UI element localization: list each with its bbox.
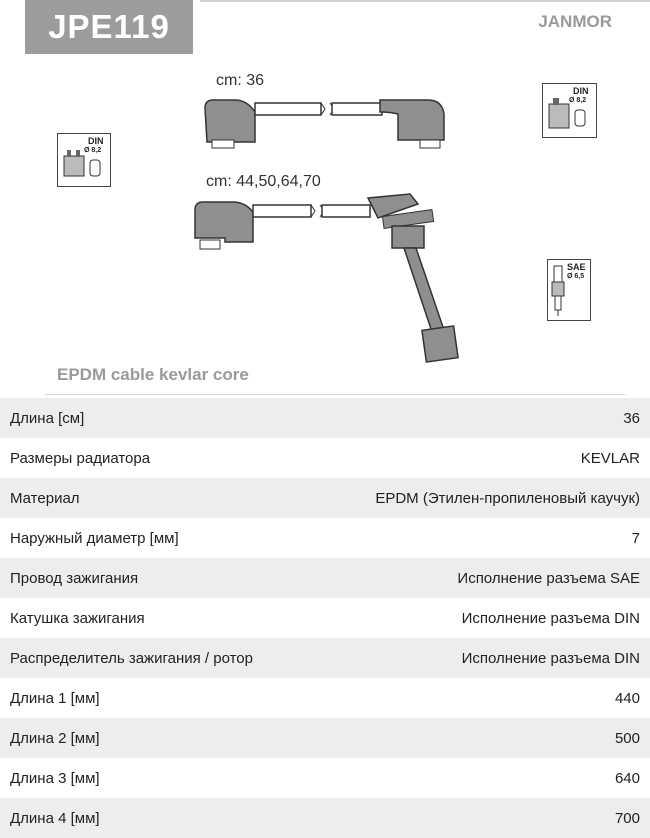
- product-header-area: [0, 0, 650, 395]
- spec-label: Наружный диаметр [мм]: [0, 518, 312, 558]
- spec-value: 700: [312, 798, 650, 838]
- spec-label: Материал: [0, 478, 312, 518]
- ignition-coil-icon: [543, 84, 596, 137]
- table-row: [0, 638, 650, 678]
- table-row: [0, 598, 650, 638]
- cable-set-drawing: [0, 0, 650, 395]
- spec-value: Исполнение разъема SAE: [312, 558, 650, 598]
- spec-value: EPDM (Этилен-пропиленовый каучук): [312, 478, 650, 518]
- brand-name: JANMOR: [538, 12, 612, 31]
- table-row: [0, 518, 650, 558]
- spec-label: Длина 1 [мм]: [0, 678, 312, 718]
- wire-1-length-label: cm: 36: [216, 72, 265, 89]
- sae-connector-icon: SAE Ø 6,5: [547, 259, 591, 321]
- spec-label: Длина 2 [мм]: [0, 718, 312, 758]
- cable-description: EPDM cable kevlar core: [57, 365, 249, 384]
- spec-value: 36: [312, 398, 650, 438]
- spec-label: Катушка зажигания: [0, 598, 312, 638]
- table-row: [0, 798, 650, 838]
- spec-label: Размеры радиатора: [0, 438, 312, 478]
- table-row: [0, 398, 650, 438]
- din-connector-icon-left: DIN Ø 8,2: [57, 133, 111, 187]
- spec-table: [0, 398, 650, 838]
- din-connector-icon-right: DIN Ø 8,2: [542, 83, 597, 138]
- spec-value: 7: [312, 518, 650, 558]
- spec-value: 440: [312, 678, 650, 718]
- product-code-badge: JPE119: [25, 0, 193, 54]
- spec-value: 500: [312, 718, 650, 758]
- spec-label: Провод зажигания: [0, 558, 312, 598]
- table-row: [0, 478, 650, 518]
- spec-value: KEVLAR: [312, 438, 650, 478]
- table-row: [0, 438, 650, 478]
- spec-value: Исполнение разъема DIN: [312, 638, 650, 678]
- table-row: [0, 678, 650, 718]
- table-row: [0, 558, 650, 598]
- table-row: [0, 758, 650, 798]
- spec-label: Длина 4 [мм]: [0, 798, 312, 838]
- spec-value: 640: [312, 758, 650, 798]
- wire-2-illustration: [195, 194, 458, 362]
- spec-label: Длина 3 [мм]: [0, 758, 312, 798]
- table-row: [0, 718, 650, 758]
- spark-plug-icon: [548, 260, 590, 320]
- spec-label: Длина [см]: [0, 398, 312, 438]
- distributor-cap-icon: [58, 134, 110, 186]
- spec-value: Исполнение разъема DIN: [312, 598, 650, 638]
- wire-1-illustration: [205, 100, 444, 148]
- spec-label: Распределитель зажигания / ротор: [0, 638, 312, 678]
- caption-divider: [45, 394, 625, 395]
- wire-2-length-label: cm: 44,50,64,70: [206, 173, 321, 190]
